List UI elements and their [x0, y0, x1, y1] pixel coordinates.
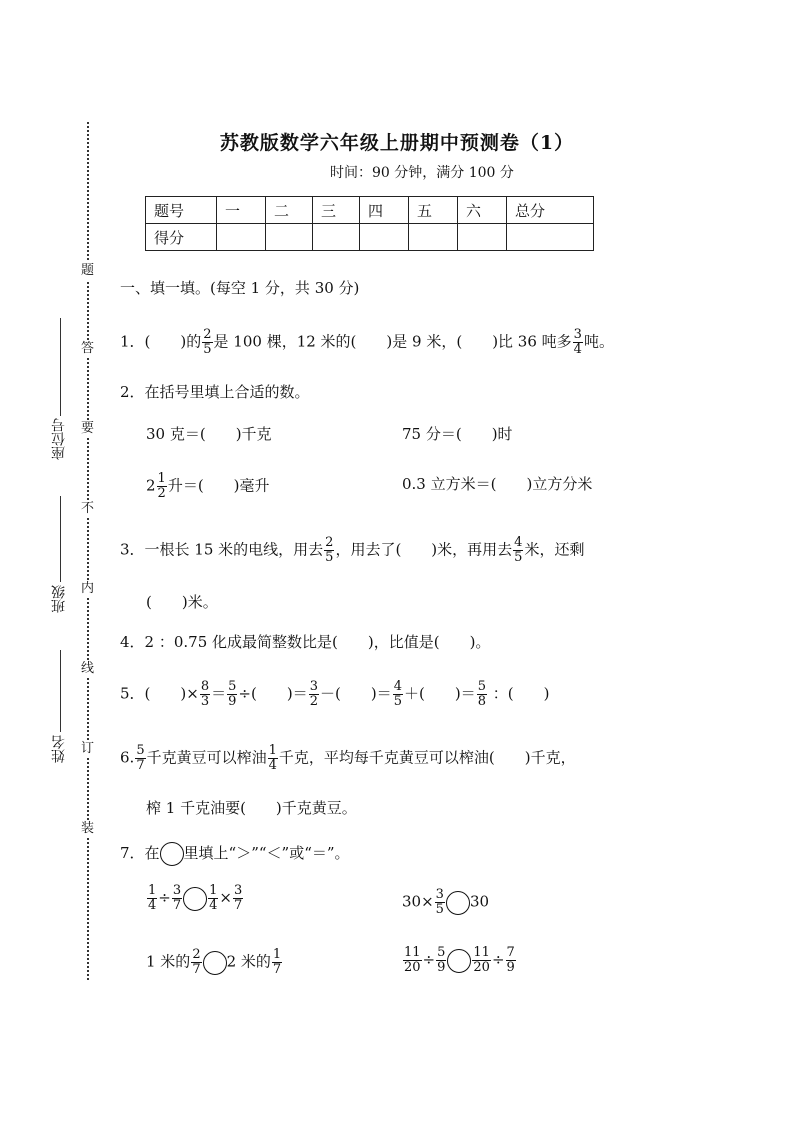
q6-text: 千克黄豆可以榨油: [146, 748, 267, 767]
question-5: [120, 680, 549, 709]
q2-whole: 2: [146, 476, 156, 495]
operator: ×: [219, 888, 232, 907]
question-3: [120, 536, 584, 565]
frac-den: 2: [157, 486, 166, 501]
frac-den: 20: [404, 960, 421, 975]
fraction: [477, 680, 487, 709]
q3-text-c: 米，还剩: [524, 540, 585, 559]
fraction: [147, 884, 157, 913]
question-4: 4．2 ：0.75 化成最简整数比是( )，比值是( )。: [120, 633, 491, 651]
frac-den: 7: [234, 898, 243, 913]
operator: ÷: [422, 950, 436, 969]
fraction: [191, 948, 201, 977]
binding-char: 内: [81, 581, 95, 596]
frac-den: 5: [203, 342, 212, 357]
q6-text: 6.: [120, 748, 135, 767]
operator: ÷: [491, 950, 505, 969]
frac-num: 7: [506, 945, 515, 960]
fraction: [208, 884, 218, 913]
fraction: [506, 946, 516, 975]
fraction: [573, 328, 583, 357]
frac-num: 5: [136, 743, 145, 758]
question-6: [120, 744, 576, 773]
frac-den: 20: [473, 960, 490, 975]
operator: ÷: [158, 888, 171, 907]
frac-den: 4: [573, 342, 582, 357]
q3-text-b: ，用去了( )米，再用去: [335, 540, 513, 559]
binding-char: 要: [81, 421, 95, 436]
q7-text: 2 米的: [226, 952, 271, 971]
name-label: 姓名: [51, 735, 67, 763]
frac-den: 4: [148, 898, 157, 913]
q5-text: ：( ): [487, 684, 550, 703]
frac-num: 1: [148, 883, 157, 898]
frac-num: 5: [228, 679, 237, 694]
frac-den: 5: [435, 902, 444, 917]
q5-text: －( )＝: [319, 684, 392, 703]
score-cell: 得分: [146, 224, 217, 251]
q7-text: 里填上“＞”“＜”或“＝”。: [183, 844, 350, 862]
q2-item: 75 分＝( )时: [402, 425, 513, 443]
frac-num: 4: [393, 679, 402, 694]
fraction: [435, 888, 445, 917]
q1-text-a: 1．( )的: [120, 332, 202, 351]
q1-text-b: 是 100 棵，12 米的( )是 9 米，( )比 36 吨多: [213, 332, 572, 351]
fraction: [172, 884, 182, 913]
score-input-cell[interactable]: [360, 224, 409, 251]
score-input-cell[interactable]: [507, 224, 594, 251]
fraction: [403, 946, 422, 975]
binding-char: 不: [81, 501, 95, 516]
frac-num: 3: [234, 883, 243, 898]
q7-expression-3: [146, 948, 283, 977]
frac-num: 3: [573, 327, 582, 342]
frac-num: 2: [192, 947, 201, 962]
fraction: [436, 946, 446, 975]
frac-num: 3: [435, 887, 444, 902]
class-label: 班级: [51, 585, 67, 613]
fraction: [202, 328, 212, 357]
fraction: [272, 948, 282, 977]
q3-text-a: 3．一根长 15 米的电线，用去: [120, 540, 324, 559]
class-fill-line: [60, 496, 61, 582]
score-input-cell[interactable]: [409, 224, 458, 251]
fraction: [393, 680, 403, 709]
score-cell: 题号: [146, 197, 217, 224]
q2-item: 0.3 立方米＝( )立方分米: [402, 475, 593, 493]
q5-text: ＋( )＝: [403, 684, 476, 703]
fraction: [227, 680, 237, 709]
frac-num: 5: [477, 679, 486, 694]
score-input-cell[interactable]: [266, 224, 313, 251]
question-1: [120, 328, 614, 357]
fraction: [233, 884, 243, 913]
score-cell: 总分: [507, 197, 594, 224]
frac-num: 1: [272, 947, 282, 962]
frac-den: 5: [393, 694, 402, 709]
fraction: [309, 680, 319, 709]
frac-den: 5: [514, 550, 523, 565]
exam-subtitle: 时间：90 分钟，满分 100 分: [330, 165, 514, 181]
frac-den: 5: [325, 550, 334, 565]
frac-den: 9: [506, 960, 515, 975]
binding-dotted-line: [87, 122, 89, 980]
q5-text: ＝: [211, 684, 227, 703]
binding-char: 订: [81, 741, 95, 756]
frac-num: 1: [209, 883, 218, 898]
compare-circle[interactable]: [203, 951, 227, 975]
frac-num: 1: [268, 743, 277, 758]
frac-den: 7: [136, 758, 145, 773]
compare-circle[interactable]: [446, 891, 470, 915]
frac-num: 2: [203, 327, 212, 342]
q7-expression-2: [402, 888, 489, 917]
score-input-cell[interactable]: [313, 224, 360, 251]
frac-den: 7: [172, 898, 182, 913]
fraction: [157, 472, 167, 501]
score-cell: 三: [313, 197, 360, 224]
frac-num: 11: [404, 945, 421, 960]
score-cell: 一: [217, 197, 266, 224]
seat-label: 座位号: [51, 418, 67, 460]
q7-text: 30: [469, 892, 490, 911]
frac-num: 2: [325, 535, 334, 550]
seat-fill-line: [60, 318, 61, 416]
score-cell: 四: [360, 197, 409, 224]
frac-num: 5: [437, 945, 446, 960]
fraction: [135, 744, 145, 773]
q6-line2: 榨 1 千克油要( )千克黄豆。: [146, 799, 357, 817]
q6-text: 千克，平均每千克黄豆可以榨油( )千克，: [278, 748, 576, 767]
score-cell: 六: [458, 197, 507, 224]
fraction: [472, 946, 491, 975]
score-table: [145, 196, 594, 251]
frac-num: 1: [157, 471, 166, 486]
section-heading: 一、填一填。(每空 1 分，共 30 分): [120, 279, 360, 297]
q2-item: 30 克＝( )千克: [146, 425, 272, 443]
frac-den: 4: [268, 758, 277, 773]
q2-text: 升＝( )毫升: [167, 476, 270, 495]
frac-den: 2: [309, 694, 318, 709]
score-cell: 五: [409, 197, 458, 224]
q7-expression-4: [402, 946, 517, 975]
binding-char: 答: [81, 341, 95, 356]
name-fill-line: [60, 650, 61, 732]
q7-expression-1: [146, 884, 244, 913]
score-input-cell[interactable]: [217, 224, 266, 251]
binding-char: 题: [81, 263, 95, 278]
binding-char: 线: [81, 661, 95, 676]
frac-num: 4: [514, 535, 523, 550]
fraction: [200, 680, 210, 709]
page-title: 苏教版数学六年级上册期中预测卷（1）: [219, 132, 575, 154]
score-input-cell[interactable]: [458, 224, 507, 251]
score-table-header-row: [146, 197, 594, 224]
q7-text: 7．在: [120, 844, 160, 862]
fraction: [324, 536, 334, 565]
question-2-stem: 2．在括号里填上合适的数。: [120, 383, 310, 401]
score-table-score-row: [146, 224, 594, 251]
frac-den: 7: [272, 962, 282, 977]
question-7: [120, 842, 350, 866]
q5-text: 5．( )×: [120, 684, 199, 703]
frac-den: 4: [209, 898, 218, 913]
frac-den: 7: [192, 962, 201, 977]
frac-den: 9: [437, 960, 446, 975]
q3-line2: ( )米。: [146, 593, 218, 611]
frac-num: 11: [473, 945, 490, 960]
frac-den: 9: [228, 694, 237, 709]
q2-item: [146, 472, 270, 501]
compare-circle[interactable]: [447, 949, 471, 973]
fraction: [268, 744, 278, 773]
binding-char: 装: [81, 821, 95, 836]
score-cell: 二: [266, 197, 313, 224]
frac-num: 3: [309, 679, 318, 694]
frac-num: 8: [200, 679, 210, 694]
q5-text: ÷( )＝: [238, 684, 308, 703]
q7-text: 1 米的: [146, 952, 191, 971]
q1-text-c: 吨。: [583, 332, 614, 351]
q7-text: 30×: [402, 892, 434, 911]
compare-circle[interactable]: [183, 887, 207, 911]
frac-den: 3: [200, 694, 210, 709]
frac-num: 3: [172, 883, 182, 898]
fraction: [513, 536, 523, 565]
frac-den: 8: [477, 694, 486, 709]
circle-blank: [160, 842, 184, 866]
